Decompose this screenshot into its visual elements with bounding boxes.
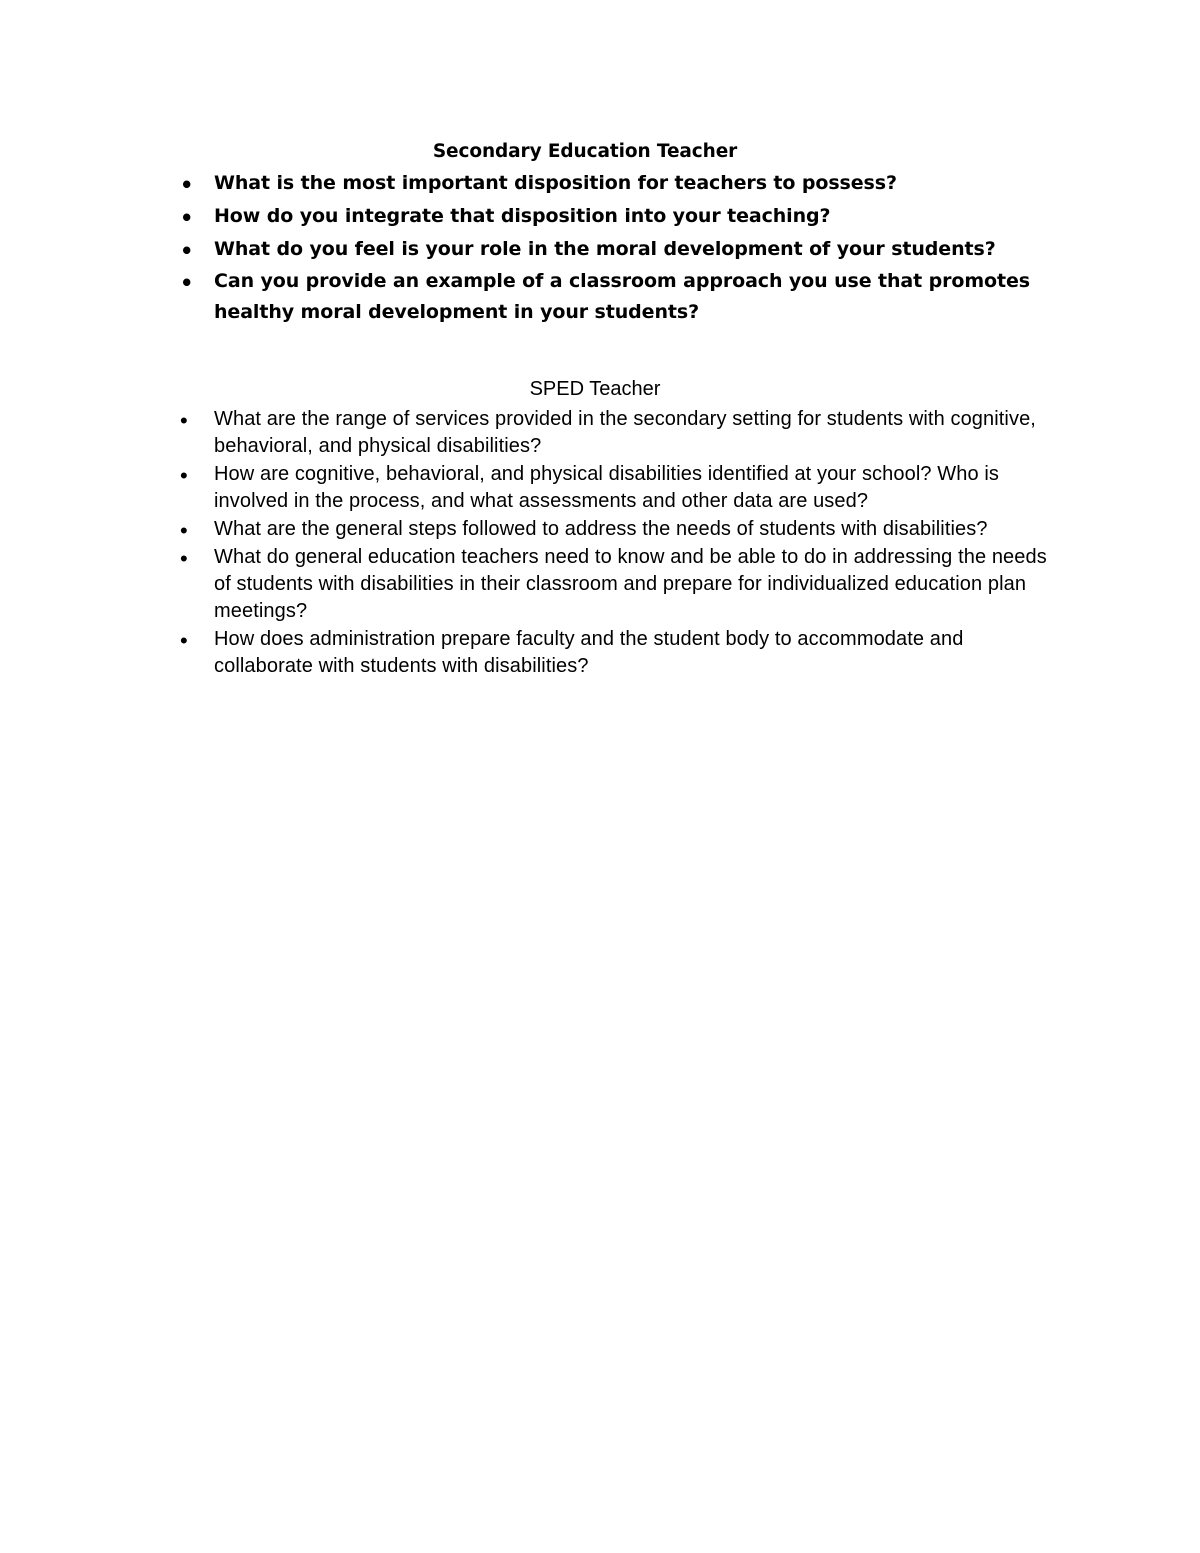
list-item: • How are cognitive, behavioral, and physical disabilities identified at your school? Who is involved in the process, and what assessments and other data are used? xyxy=(170,461,1050,515)
list-item: • Can you provide an example of a classroom approach you use that promotes healthy moral development in your students? xyxy=(170,266,1050,328)
list-item: • What are the range of services provided in the secondary setting for students with cognitive, behavioral, and physical disabilities? xyxy=(170,406,1050,460)
section-spacer xyxy=(170,330,1050,376)
list-item: • How does administration prepare faculty and the student body to accommodate and collaborate with students with disabilities? xyxy=(170,626,1050,680)
list-item: • What are the general steps followed to address the needs of students with disabilities? xyxy=(170,516,1050,543)
question-list-sped-teacher xyxy=(170,406,1050,680)
list-item: • What is the most important disposition for teachers to possess? xyxy=(170,168,1050,199)
section-secondary-education-teacher xyxy=(170,140,1050,328)
document-content xyxy=(170,140,1050,681)
list-item: • What do you feel is your role in the moral development of your students? xyxy=(170,234,1050,265)
section-sped-teacher xyxy=(170,376,1050,680)
list-item: • What do general education teachers need to know and be able to do in addressing the needs of students with disabilities in their classroom and prepare for individualized education plan meetings? xyxy=(170,544,1050,625)
section-title-secondary-education-teacher: Secondary Education Teacher xyxy=(432,141,738,162)
section-title-sped-teacher: SPED Teacher xyxy=(529,377,661,400)
question-list-secondary-education-teacher xyxy=(170,168,1050,328)
list-item: • How do you integrate that disposition into your teaching? xyxy=(170,201,1050,232)
